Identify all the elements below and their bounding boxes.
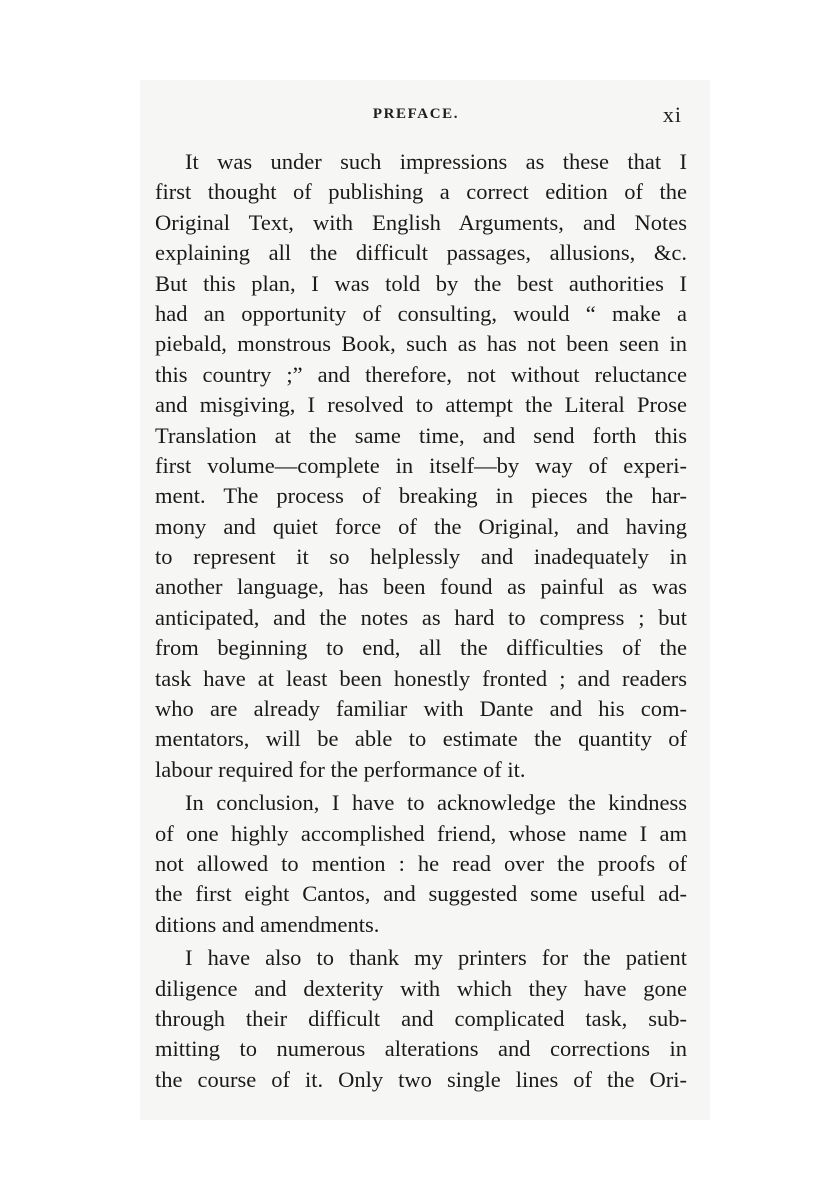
text-line: who are already familiar with Dante and his com-: [155, 696, 687, 722]
text-line: piebald, monstrous Book, such as has not been seen in: [155, 331, 687, 357]
text-line: through their difficult and complicated task, sub-: [155, 1005, 687, 1031]
running-head: PREFACE.: [372, 106, 460, 122]
text-line: not allowed to mention : he read over the proofs of: [155, 850, 687, 876]
page-number: xi: [662, 102, 682, 127]
paragraph-3: [155, 943, 687, 1095]
text-line: another language, has been found as painful as was: [155, 574, 687, 600]
text-line: It was under such impressions as these that I: [185, 149, 687, 174]
text-line: anticipated, and the notes as hard to compress ; but: [155, 604, 687, 630]
text-line: ment. The process of breaking in pieces the har-: [155, 483, 687, 509]
text-line: the first eight Cantos, and suggested some useful ad-: [155, 881, 687, 907]
text-line: had an opportunity of consulting, would “ make a: [155, 300, 687, 326]
text-line: task have at least been honestly fronted ; and readers: [155, 665, 687, 691]
text-line: from beginning to end, all the difficulties of the: [155, 635, 687, 661]
text-line: this country ;” and therefore, not without reluctance: [155, 361, 687, 387]
text-line: diligence and dexterity with which they have gone: [155, 975, 687, 1001]
text-line: explaining all the difficult passages, allusions, &c.: [155, 240, 687, 266]
text-line: first thought of publishing a correct edition of the: [155, 179, 687, 205]
paragraph-2: [155, 788, 687, 940]
text-line: labour required for the performance of it.: [155, 756, 526, 782]
text-line: the course of it. Only two single lines of the Ori-: [155, 1066, 687, 1092]
text-line: But this plan, I was told by the best authorities I: [155, 270, 687, 296]
text-line: ditions and amendments.: [155, 911, 380, 937]
text-line: Original Text, with English Arguments, and Notes: [155, 209, 687, 235]
text-line: Translation at the same time, and send forth this: [155, 422, 687, 448]
text-line: I have also to thank my printers for the patient: [185, 945, 687, 971]
text-line: mentators, will be able to estimate the quantity of: [155, 726, 687, 752]
text-line: of one highly accomplished friend, whose name I am: [155, 820, 687, 846]
text-line: mitting to numerous alterations and corrections in: [155, 1036, 687, 1062]
page-header: [150, 104, 682, 134]
text-line: In conclusion, I have to acknowledge the kindness: [185, 790, 687, 816]
text-line: and misgiving, I resolved to attempt the Literal Prose: [155, 392, 687, 418]
text-line: mony and quiet force of the Original, and having: [155, 513, 687, 539]
paragraph-1: [155, 147, 687, 785]
body-text: [155, 147, 687, 1095]
text-line: to represent it so helplessly and inadequately in: [155, 544, 687, 570]
text-line: first volume—complete in itself—by way of experi-: [155, 452, 687, 478]
